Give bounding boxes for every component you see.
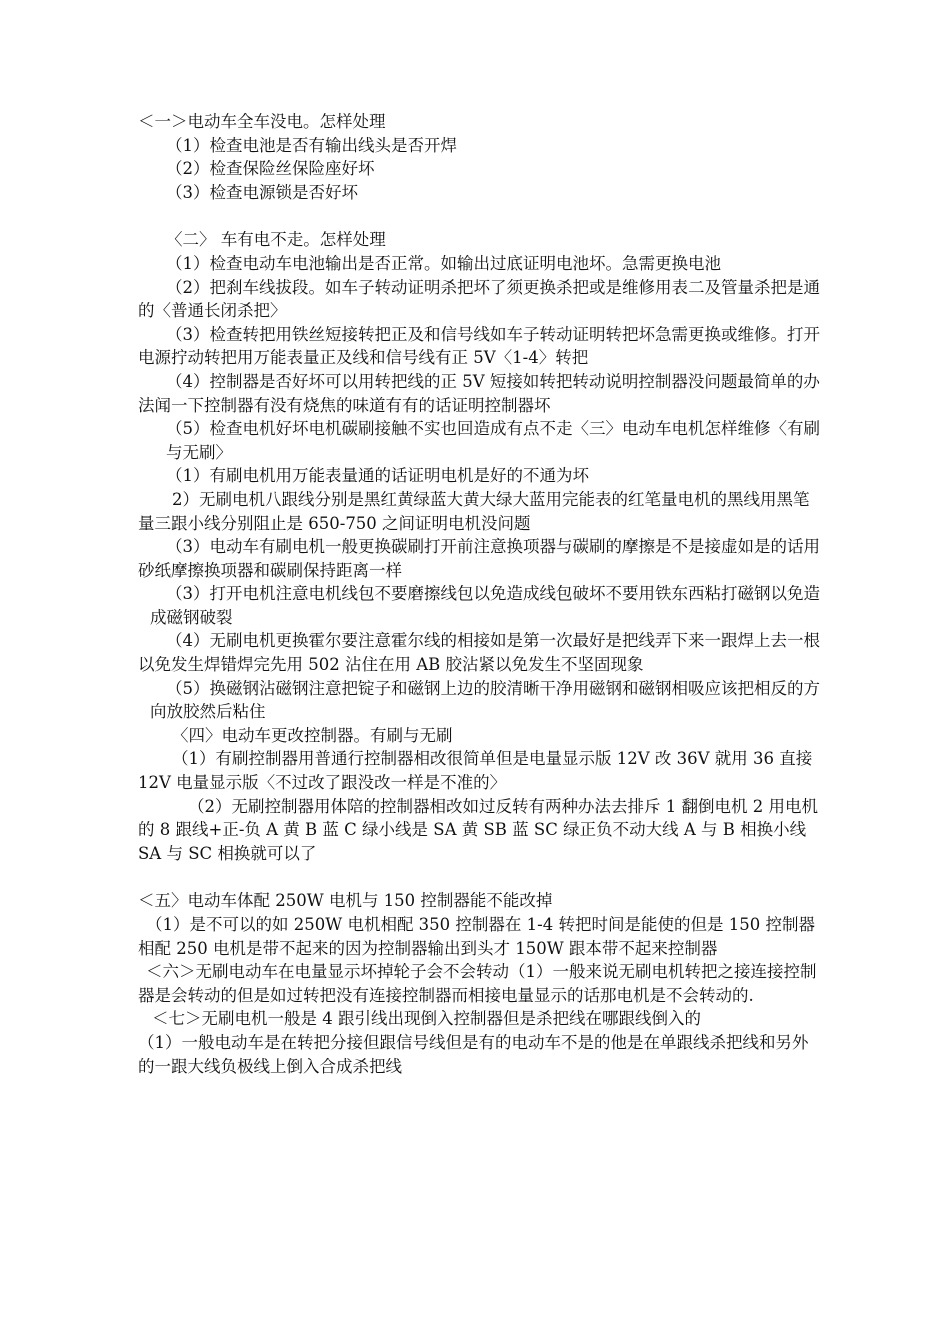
section-3-item-4: （3）打开电机注意电机线包不要磨擦线包以免造成线包破坏不要用铁东西粘打磁钢以免造成磁钢破裂: [150, 584, 820, 627]
section-4-item-1: （1）有刷控制器用普通行控制器相改很简单但是电量显示版 12V 改 36V 就用 36 直接 12V 电量显示版〈不过改了跟没改一样是不准的〉: [138, 749, 813, 793]
section-4-title: 〈四〉电动车更改控制器。有刷与无刷: [172, 725, 453, 745]
section-2-item-2: （2）把刹车线拔段。如车子转动证明杀把坏了须更换杀把或是维修用表二及管量杀把是通的〈普通长闭杀把〉: [138, 277, 820, 321]
section-3-item-1: （1）有刷电机用万能表量通的话证明电机是好的不通为坏: [166, 466, 589, 486]
document-body: [138, 110, 822, 1078]
section-5-item-1: （1）是不可以的如 250W 电机相配 350 控制器在 1-4 转把时间是能使的但是 150 控制器相配 250 电机是带不起来的因为控制器输出到头才 150W 跟本带不起来控制器: [138, 915, 815, 958]
section-2-item-5: （5）检查电机好坏电机碳刷接触不实也回造成有点不走〈三〉电动车电机怎样维修〈有刷与无刷〉: [166, 419, 820, 462]
section-2-item-4: （4）控制器是否好坏可以用转把线的正 5V 短接如转把转动说明控制器没问题最简单的办法闻一下控制器有没有烧焦的味道有有的话证明控制器坏: [138, 371, 820, 415]
section-6: ＜六＞无刷电动车在电量显示坏掉轮子会不会转动（1）一般来说无刷电机转把之接连接控制器是会转动的但是如过转把没有连接控制器而相接电量显示的话那电机是不会转动的.: [138, 962, 817, 1005]
section-1-item-1: （1）检查电池是否有输出线头是否开焊: [166, 135, 457, 155]
section-1-item-3: （3）检查电源锁是否好坏: [166, 182, 358, 202]
section-2-item-3: （3）检查转把用铁丝短接转把正及和信号线如车子转动证明转把坏急需更换或维修。打开电源拧动转把用万能表量正及线和信号线有正 5V〈1-4〉转把: [138, 324, 820, 368]
section-3-item-6: （5）换磁钢沾磁钢注意把锭子和磁钢上边的胶清晰干净用磁钢和磁钢相吸应该把相反的方向放胶然后粘住: [150, 678, 820, 722]
spacer: [138, 865, 822, 889]
section-1-item-2: （2）检查保险丝保险座好坏: [166, 159, 375, 179]
section-2-item-1: （1）检查电动车电池输出是否正常。如输出过底证明电池坏。急需更换电池: [166, 253, 721, 273]
section-7-title: ＜七＞无刷电机一般是 4 跟引线出现倒入控制器但是杀把线在哪跟线倒入的: [152, 1009, 701, 1029]
section-3-item-5: （4）无刷电机更换霍尔要注意霍尔线的相接如是第一次最好是把线弄下来一跟焊上去一根以免发生焊错焊完先用 502 沾住在用 AB 胶沾紧以免发生不坚固现象: [138, 631, 820, 675]
section-3-item-3: （3）电动车有刷电机一般更换碳刷打开前注意换项器与碳刷的摩擦是不是接虚如是的话用砂纸摩擦换项器和碳刷保持距离一样: [138, 537, 820, 580]
section-4-item-2: （2）无刷控制器用体陪的控制器相改如过反转有两种办法去排斥 1 翻倒电机 2 用电机的 8 跟线+正-负 A 黄 B 蓝 C 绿小线是 SA 黄 SB 蓝 SC 绿正负不动大线 A 与 B 相换小线 SA 与 SC 相换就可以了: [138, 796, 818, 863]
section-7-item-1: （1）一般电动车是在转把分接但跟信号线但是有的电动车不是的他是在单跟线杀把线和另外的一跟大线负极线上倒入合成杀把线: [138, 1032, 809, 1076]
spacer: [138, 204, 822, 228]
section-5-title: ＜五〉电动车体配 250W 电机与 150 控制器能不能改掉: [138, 891, 553, 911]
section-2-title: 〈二〉 车有电不走。怎样处理: [166, 230, 386, 250]
section-1-title: ＜一＞电动车全车没电。怎样处理: [138, 112, 386, 131]
section-3-item-2: 2）无刷电机八跟线分别是黑红黄绿蓝大黄大绿大蓝用完能表的红笔量电机的黑线用黑笔量三跟小线分别阻止是 650-750 之间证明电机没问题: [138, 489, 810, 533]
